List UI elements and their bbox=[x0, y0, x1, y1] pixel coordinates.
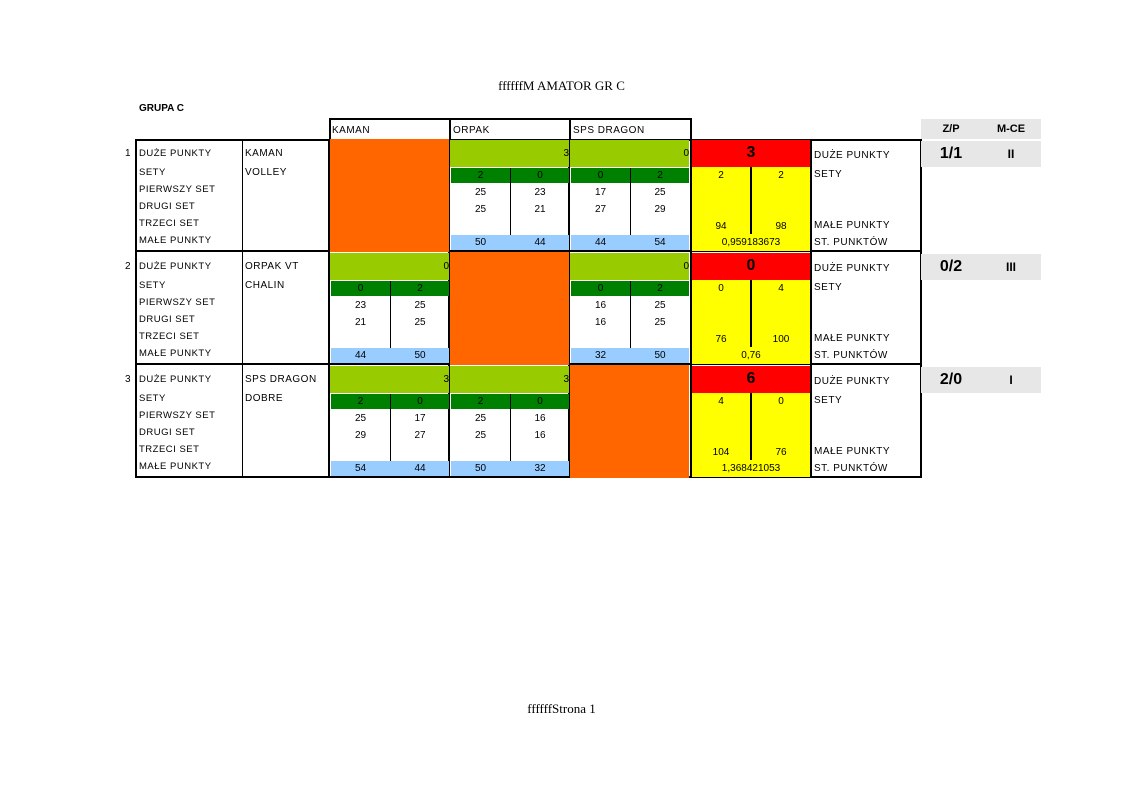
right-label-male: MAŁE PUNKTY bbox=[814, 333, 891, 344]
team-number: 1 bbox=[125, 148, 132, 159]
row-label-drugi: DRUGI SET bbox=[139, 201, 196, 212]
row-label-male: MAŁE PUNKTY bbox=[139, 235, 212, 246]
small-points-for: 50 bbox=[474, 463, 487, 474]
set2-score-against: 25 bbox=[414, 317, 426, 328]
right-label-sety: SETY bbox=[814, 282, 843, 293]
row-label-sety: SETY bbox=[139, 280, 166, 291]
team-header-orpak: ORPAK bbox=[453, 125, 490, 136]
set1-score-against: 25 bbox=[414, 300, 426, 311]
place: II bbox=[1007, 147, 1015, 161]
set1-score-for: 25 bbox=[474, 413, 487, 424]
small-points-against: 44 bbox=[534, 237, 546, 248]
total-points: 0 bbox=[746, 257, 756, 274]
set2-score-for: 16 bbox=[594, 317, 607, 328]
set1-score-against: 25 bbox=[654, 187, 666, 198]
right-label-st: ST. PUNKTÓW bbox=[814, 463, 888, 474]
match-points: 3 bbox=[563, 374, 569, 385]
column-divider bbox=[242, 139, 243, 478]
set2-score-against: 21 bbox=[534, 204, 546, 215]
row-label-drugi: DRUGI SET bbox=[139, 427, 196, 438]
small-points-against: 54 bbox=[654, 237, 666, 248]
sets-won: 2 bbox=[357, 396, 364, 407]
set1-score-against: 25 bbox=[654, 300, 666, 311]
right-label-male: MAŁE PUNKTY bbox=[814, 446, 891, 457]
row-label-drugi: DRUGI SET bbox=[139, 314, 196, 325]
row-label-pierwszy: PIERWSZY SET bbox=[139, 297, 216, 308]
points-ratio: 1,368421053 bbox=[721, 463, 781, 474]
total-sets-won: 0 bbox=[718, 283, 724, 294]
set2-score-for: 25 bbox=[474, 430, 487, 441]
row-label-pierwszy: PIERWSZY SET bbox=[139, 184, 216, 195]
sets-lost: 2 bbox=[417, 283, 423, 294]
set1-score-for: 17 bbox=[594, 187, 607, 198]
row-label-male: MAŁE PUNKTY bbox=[139, 348, 212, 359]
small-points-against: 50 bbox=[654, 350, 666, 361]
column-divider bbox=[810, 139, 812, 478]
zp-header: Z/P bbox=[942, 123, 960, 135]
set1-score-against: 17 bbox=[414, 413, 426, 424]
right-label-st: ST. PUNKTÓW bbox=[814, 237, 888, 248]
win-loss: 0/2 bbox=[939, 258, 963, 275]
set1-score-against: 23 bbox=[534, 187, 546, 198]
small-points-for: 54 bbox=[354, 463, 367, 474]
set2-score-for: 29 bbox=[354, 430, 367, 441]
points-ratio: 0,76 bbox=[741, 350, 761, 361]
set1-score-for: 23 bbox=[354, 300, 367, 311]
team-name: KAMAN bbox=[245, 148, 284, 159]
row-label-male: MAŁE PUNKTY bbox=[139, 461, 212, 472]
right-label-duze: DUŻE PUNKTY bbox=[814, 263, 891, 274]
page-footer: ffffffStrona 1 bbox=[527, 701, 596, 716]
team-number: 2 bbox=[125, 261, 132, 272]
team-name: ORPAK VT bbox=[245, 261, 299, 272]
total-sets-lost: 0 bbox=[778, 396, 784, 407]
small-points-for: 44 bbox=[594, 237, 607, 248]
total-sets-lost: 4 bbox=[778, 283, 784, 294]
place: III bbox=[1005, 260, 1016, 274]
total-sets-lost: 2 bbox=[778, 170, 784, 181]
right-label-st: ST. PUNKTÓW bbox=[814, 350, 888, 361]
team-number: 3 bbox=[125, 374, 132, 385]
total-small-against: 98 bbox=[775, 221, 787, 232]
row-label-sety: SETY bbox=[139, 393, 166, 404]
small-points-for: 32 bbox=[594, 350, 607, 361]
set2-score-against: 29 bbox=[654, 204, 666, 215]
team-subname: DOBRE bbox=[245, 393, 284, 404]
total-sets-won: 4 bbox=[718, 396, 724, 407]
total-points: 3 bbox=[746, 144, 756, 161]
row-label-trzeci: TRZECI SET bbox=[139, 444, 200, 455]
right-label-male: MAŁE PUNKTY bbox=[814, 220, 891, 231]
total-small-against: 100 bbox=[772, 334, 790, 345]
set2-score-against: 27 bbox=[414, 430, 426, 441]
points-ratio: 0,959183673 bbox=[721, 237, 781, 248]
team-name: SPS DRAGON bbox=[245, 374, 317, 385]
total-small-for: 76 bbox=[715, 334, 727, 345]
small-points-against: 50 bbox=[414, 350, 426, 361]
place: I bbox=[1009, 373, 1013, 387]
self-match-cell bbox=[450, 252, 569, 365]
small-points-for: 44 bbox=[354, 350, 367, 361]
win-loss: 1/1 bbox=[939, 145, 963, 162]
set2-score-against: 16 bbox=[534, 430, 546, 441]
right-label-sety: SETY bbox=[814, 395, 843, 406]
set2-score-for: 21 bbox=[354, 317, 367, 328]
right-label-sety: SETY bbox=[814, 169, 843, 180]
sets-won: 0 bbox=[357, 283, 364, 294]
match-points: 0 bbox=[683, 148, 689, 159]
page-title: ffffffM AMATOR GR C bbox=[498, 78, 625, 93]
total-sets-won: 2 bbox=[718, 170, 724, 181]
sets-won: 0 bbox=[597, 170, 604, 181]
right-label-duze: DUŻE PUNKTY bbox=[814, 376, 891, 387]
small-points-against: 44 bbox=[414, 463, 426, 474]
match-points: 0 bbox=[683, 261, 689, 272]
set2-score-for: 25 bbox=[474, 204, 487, 215]
match-points: 3 bbox=[563, 148, 569, 159]
team-subname: CHALIN bbox=[245, 280, 285, 291]
win-loss: 2/0 bbox=[939, 371, 963, 388]
sets-lost: 0 bbox=[537, 170, 543, 181]
set1-score-for: 16 bbox=[594, 300, 607, 311]
row-label-duze: DUŻE PUNKTY bbox=[139, 374, 212, 385]
row-label-sety: SETY bbox=[139, 167, 166, 178]
row-label-trzeci: TRZECI SET bbox=[139, 218, 200, 229]
set1-score-for: 25 bbox=[354, 413, 367, 424]
total-small-for: 104 bbox=[712, 447, 730, 458]
total-small-for: 94 bbox=[715, 221, 727, 232]
set2-score-for: 27 bbox=[594, 204, 607, 215]
sets-lost: 2 bbox=[657, 283, 663, 294]
sets-lost: 0 bbox=[417, 396, 423, 407]
set1-score-against: 16 bbox=[534, 413, 546, 424]
small-points-for: 50 bbox=[474, 237, 487, 248]
match-points: 3 bbox=[443, 374, 449, 385]
total-points: 6 bbox=[746, 370, 756, 387]
set1-score-for: 25 bbox=[474, 187, 487, 198]
total-small-against: 76 bbox=[775, 447, 787, 458]
row-label-duze: DUŻE PUNKTY bbox=[139, 261, 212, 272]
sets-won: 2 bbox=[477, 396, 484, 407]
self-match-cell bbox=[570, 365, 689, 478]
match-points: 0 bbox=[443, 261, 449, 272]
sets-won: 0 bbox=[597, 283, 604, 294]
team-header-spsdragon: SPS DRAGON bbox=[573, 125, 645, 136]
sets-won: 2 bbox=[477, 170, 484, 181]
row-label-duze: DUŻE PUNKTY bbox=[139, 148, 212, 159]
row-label-trzeci: TRZECI SET bbox=[139, 331, 200, 342]
team-header-kaman: KAMAN bbox=[332, 125, 371, 136]
set2-score-against: 25 bbox=[654, 317, 666, 328]
results-table bbox=[125, 139, 922, 478]
row-label-pierwszy: PIERWSZY SET bbox=[139, 410, 216, 421]
sets-lost: 2 bbox=[657, 170, 663, 181]
mce-header: M-CE bbox=[996, 123, 1026, 135]
right-label-duze: DUŻE PUNKTY bbox=[814, 150, 891, 161]
sets-lost: 0 bbox=[537, 396, 543, 407]
self-match-cell bbox=[330, 139, 449, 252]
small-points-against: 32 bbox=[534, 463, 546, 474]
group-label: GRUPA C bbox=[139, 103, 184, 114]
team-subname: VOLLEY bbox=[245, 167, 287, 178]
